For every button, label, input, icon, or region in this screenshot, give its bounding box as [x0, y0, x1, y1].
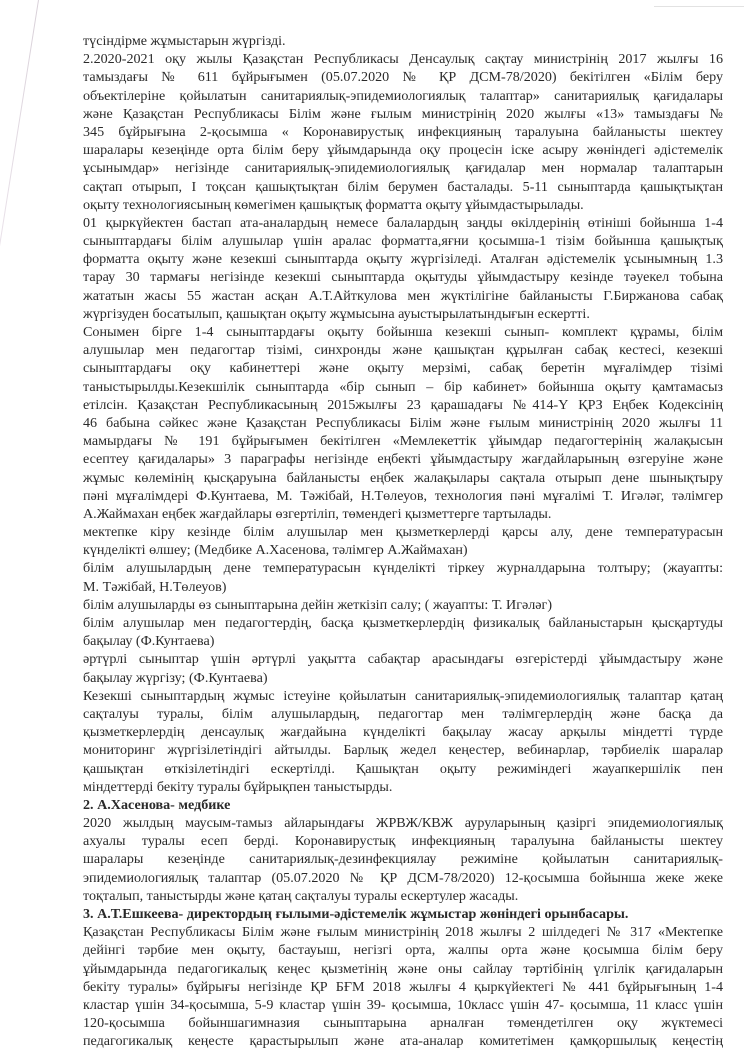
text-line: алушылар мен педагогтар тізімі, синхронды және қашықтан құрылған сабақ кестесі, кезекші [83, 342, 723, 359]
text-line: білім алушылар мен педагогтердің, басқа қызметкерлердің физикалық байланыстарын қысқартуды [83, 615, 723, 631]
section-heading: 3. А.Т.Ешкеева- директордың ғылыми-әдістемелік жұмыстар жөніндегі орынбасары. [83, 906, 629, 922]
text-line: дейінгі тәрбие мен оқыту, бастауыш, негізгі орта, жалпы орта және қосымша білім беру [83, 942, 723, 959]
text-line: бақылау жүргізу; (Ф.Кунтаева) [83, 669, 268, 686]
text-line: етілсін. Қазақстан Республикасының 2015жылғы 23 қарашадағы №414-Ү ҚРЗ Еңбек Кодексінің [83, 396, 723, 413]
text-line: пәні мұғалімдері Ф.Кунтаева, М. Тәжібай, Н.Төлеуов, технология пәні мұғалімі Т. Игәләг, тәлімгер [83, 487, 723, 504]
text-line: жүргізуден босатылып, қашықтан оқыту жұмысына ауыстырылатындығын ескертті. [83, 305, 590, 322]
scan-artifact-line [0, 0, 39, 296]
text-line: таныстырылды.Кезекшілік сыныптарда «бір сынып – бір кабинет» бойынша оқыту қамтамасыз [83, 378, 723, 395]
text-line: ұсынымдар» негізінде санитариялық-эпидемиологиялық қағидалар мен нормалар талаптарын [83, 160, 723, 177]
text-line: мектепке кіру кезінде білім алушылар мен қызметкерлерді қарсы алу, дене температурасын [83, 524, 723, 541]
text-line: А.Жаймахан еңбек жағдайлары өзгертіліп, төмендегі қызметтерге тартылады. [83, 505, 552, 522]
text-line: міндеттерді бекіту туралы бұйрықпен таныстырды. [83, 778, 393, 795]
text-line: ұйымдарында педагогикалық кеңес қызметінің және оны сайлау тәртібінің үлгілік қағидаларын [83, 960, 723, 977]
text-line: және Қазақстан Республикасы Білім және ғылым министрінің 2020 жылғы «13» тамыздағы № [83, 105, 723, 122]
text-line: бақылау (Ф.Кунтаева) [83, 633, 215, 650]
text-line: 2020 жылдың маусым-тамыз айларындағы ЖРВЖ/КВЖ ауруларының қазіргі эпидемиологиялық [83, 815, 723, 832]
text-line: Қазақстан Республикасы Білім және ғылым министрінің 2018 жылғы 2 шілдедегі № 317 «Мектепке [83, 924, 723, 941]
text-line: сақтап отырып, I тоқсан қашықтықтан білім берумен басталады. 5-11 сыныптарда қашықтықтан [83, 178, 723, 195]
text-line: күнделікті өлшеу; (Медбике А.Хасенова, тәлімгер А.Жаймахан) [83, 542, 468, 559]
text-line: 01 қыркүйектен бастап ата-аналардың немесе балалардың заңды өкілдерінің өтініші бойынша 1-4 [83, 214, 723, 231]
text-line: сыныптардағы білім алушылар үшін аралас форматта,яғни қосымша-1 тізім бойынша қашықтық [83, 233, 723, 250]
text-line: түсіндірме жұмыстарын жүргізді. [83, 33, 286, 49]
text-line: тамыздағы № 611 бұйрығымен (05.07.2020 № ҚР ДСМ-78/2020) бекітілген «Білім беру [83, 69, 723, 86]
text-line: бекіту туралы» бұйрығы негізінде ҚР БҒМ 2018 жылғы 4 қыркүйектегі № 441 бұйрығының 1-4 [83, 978, 723, 995]
text-line: жұмыс көлемінің қысқаруына байланысты еңбек жалақылары сақтала отырып дене шынықтыру [83, 469, 723, 486]
text-line: форматта оқыту және кезекші сыныптарда оқыту жүргізіледі. Аталған әдістемелік ұсынымның 1.3 [83, 251, 723, 268]
text-line: жататын жасы 55 жастан асқан А.Т.Айткулова мен жүктілігіне байланысты Г.Биржанова сабақ [83, 287, 723, 304]
text-line: мамырдағы № 191 бұйрығымен бекітілген «Мемлекеттік ұйымдар педагогтерінің жалақысын [83, 433, 723, 450]
text-line: кластар үшін 34-қосымша, 5-9 кластар үшін 39- қосымша, 10класс үшін 47- қосымша, 11 класс үшін [83, 996, 723, 1013]
text-line: мониторинг жүргізілетіндігі айтылды. Барлық жедел кеңестер, вебинарлар, тәрбиелік шаралар [83, 742, 723, 759]
text-line: сақталуы туралы, білім алушылардың, педагогтар мен тәлімгерлердің және басқа да [83, 705, 723, 722]
text-line: сыныптардағы оқу кабинеттері және оқыту мерзімі, сабақ беретін мұғалімдер тізімі [83, 360, 723, 377]
text-line: 345 бұйрығына 2-қосымша « Коронавирустық инфекцияның таралуына байланысты шектеу [83, 123, 723, 140]
text-line: педагогикалық кеңесте қарастырылып және ата-аналар комитетімен қамқоршылық кеңестің [83, 1033, 723, 1050]
text-line: білім алушыларды өз сыныптарына дейін жеткізіп салу; ( жауапты: Т. Игәләг) [83, 596, 553, 613]
text-line: оқыту технологиясының көмегімен қашықтық форматта оқыту ұйымдастырылады. [83, 196, 584, 213]
text-line: тоқталып, таныстырды және қатаң сақталуы туралы ескертулер жасады. [83, 887, 519, 904]
text-line: М. Тәжібай, Н.Төлеуов) [83, 578, 227, 595]
text-line: объектілеріне қойылатын санитариялық-эпидемиологиялық талаптар» санитариялық қағидалары [83, 87, 723, 104]
text-line: 120-қосымша бойыншагимназия сыныптарына арналған төмендетілген оқу жүктемесі [83, 1015, 723, 1032]
text-line: әртүрлі сыныптар үшін әртүрлі уақытта сабақтар арасындағы өзгерістерді ұйымдастыру және [83, 651, 723, 668]
scan-artifact-edge [654, 6, 744, 7]
section-heading: 2. А.Хасенова- медбике [83, 796, 231, 813]
text-line: қашықтан өткізілетіндігі ескертілді. Қашықтан оқыту режиміндегі жауапкершілік пен [83, 760, 723, 777]
text-line: есептеу қағидалары» 3 параграфы негізінде еңбекті ұйымдастыру жағдайларының өзгеруіне және [83, 451, 723, 468]
text-line: Сонымен бірге 1-4 сыныптардағы оқыту бойынша кезекші сынып- комплект құрамы, білім [83, 324, 723, 340]
text-line: шаралары кезеңінде орта білім беру ұйымдарында оқу процесін іске асыру жөніндегі әдістемелік [83, 142, 723, 159]
document-page [83, 32, 723, 1051]
text-line: шаралары кезеңінде санитариялық-дезинфекциялау режиміне қойылатын санитариялық- [83, 851, 723, 868]
text-line: білім алушылардың дене температурасын күнделікті тіркеу журналдарына толтыру; (жауапты: [83, 560, 723, 577]
text-line: 2.2020-2021 оқу жылы Қазақстан Республикасы Денсаулық сақтау министрінің 2017 жылғы 16 [83, 51, 723, 68]
text-line: эпидемиологиялық талаптар (05.07.2020 № ҚР ДСМ-78/2020) 12-қосымша бойынша жеке жеке [83, 869, 723, 886]
text-line: 46 бабына сәйкес және Қазақстан Республикасы Білім және ғылым министрінің 2020 жылғы 11 [83, 414, 723, 431]
text-line: Кезекші сыныптардың жұмыс істеуіне қойылатын санитариялық-эпидемиологиялық талаптар қатаң [83, 687, 723, 704]
text-line: қызметкерлердің денсаулық жағдайына күнделікті бақылау жасау арқылы міндетті түрде [83, 724, 723, 741]
text-line: тарау 30 тармағы негізінде кезекші сыныптарда оқытуды ұйымдастыру кезінде тәуекел тобына [83, 269, 723, 286]
text-line: ахуалы туралы есеп берді. Коронавирустық инфекцияның таралуына байланысты шектеу [83, 833, 723, 850]
